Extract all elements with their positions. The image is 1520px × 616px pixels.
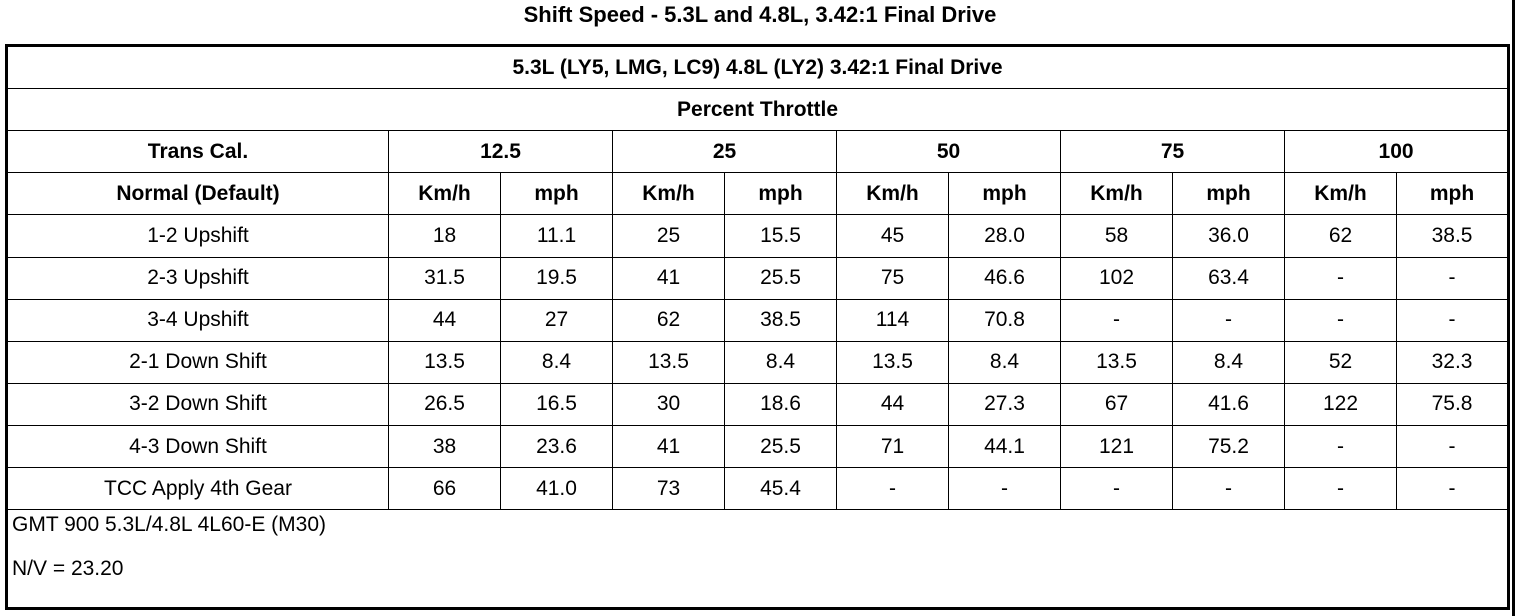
table-cell: 8.4 [501, 341, 613, 383]
table-cell: 121 [1061, 426, 1173, 468]
table-cell: 38.5 [1397, 215, 1509, 257]
table-cell: 63.4 [1173, 257, 1285, 299]
table-cell: 44 [837, 383, 949, 425]
table-cell: 75 [837, 257, 949, 299]
table-cell: - [1285, 426, 1397, 468]
table-cell: 44.1 [949, 426, 1061, 468]
note-nv-ratio: N/V = 23.20 [12, 557, 124, 581]
trans-cal-header: Trans Cal. [7, 131, 389, 173]
throttle-column-header: 75 [1061, 131, 1285, 173]
table-cell: 27.3 [949, 383, 1061, 425]
table-cell: - [1397, 468, 1509, 510]
table-cell: 73 [613, 468, 725, 510]
table-cell: - [1061, 468, 1173, 510]
table-cell: 75.8 [1397, 383, 1509, 425]
table-cell: 25.5 [725, 257, 837, 299]
table-cell: 26.5 [389, 383, 501, 425]
table-cell: 41 [613, 257, 725, 299]
table-cell: 38.5 [725, 299, 837, 341]
row-label: TCC Apply 4th Gear [7, 468, 389, 510]
table-cell: 28.0 [949, 215, 1061, 257]
table-cell: 46.6 [949, 257, 1061, 299]
table-row [7, 383, 1509, 425]
table-cell: 15.5 [725, 215, 837, 257]
throttle-column-header: 50 [837, 131, 1061, 173]
table-cell: 18.6 [725, 383, 837, 425]
table-row [7, 468, 1509, 510]
table-cell: 44 [389, 299, 501, 341]
table-cell: 75.2 [1173, 426, 1285, 468]
table-row [7, 299, 1509, 341]
row-label: 4-3 Down Shift [7, 426, 389, 468]
table-cell: 8.4 [1173, 341, 1285, 383]
unit-header-kmh: Km/h [613, 173, 725, 215]
unit-header-kmh: Km/h [1061, 173, 1173, 215]
table-cell: 27 [501, 299, 613, 341]
table-cell: - [1061, 299, 1173, 341]
table-cell: 38 [389, 426, 501, 468]
table-cell: 41.6 [1173, 383, 1285, 425]
table-cell: 122 [1285, 383, 1397, 425]
unit-header-kmh: Km/h [389, 173, 501, 215]
table-cell: 25 [613, 215, 725, 257]
table-row [7, 215, 1509, 257]
table-cell: - [1397, 257, 1509, 299]
unit-header-kmh: Km/h [837, 173, 949, 215]
table-row [7, 426, 1509, 468]
right-border-line [1512, 0, 1515, 616]
table-cell: - [1285, 468, 1397, 510]
table-row [7, 341, 1509, 383]
table-cell: 30 [613, 383, 725, 425]
table-cell: 41 [613, 426, 725, 468]
table-cell: 45 [837, 215, 949, 257]
table-cell: 11.1 [501, 215, 613, 257]
row-label: 2-3 Upshift [7, 257, 389, 299]
table-cell: - [1285, 257, 1397, 299]
table-cell: 13.5 [837, 341, 949, 383]
unit-header-mph: mph [725, 173, 837, 215]
table-cell: - [949, 468, 1061, 510]
table-cell: 31.5 [389, 257, 501, 299]
table-cell: 8.4 [949, 341, 1061, 383]
row-label: 3-4 Upshift [7, 299, 389, 341]
table-banner: 5.3L (LY5, LMG, LC9) 4.8L (LY2) 3.42:1 Final Drive [7, 46, 1509, 89]
note-model: GMT 900 5.3L/4.8L 4L60-E (M30) [12, 513, 327, 537]
table-footnote [7, 510, 1509, 609]
page-title: Shift Speed - 5.3L and 4.8L, 3.42:1 Final Drive [523, 2, 997, 27]
table-cell: - [837, 468, 949, 510]
table-cell: 67 [1061, 383, 1173, 425]
table-cell: 32.3 [1397, 341, 1509, 383]
table-cell: 58 [1061, 215, 1173, 257]
table-cell: 66 [389, 468, 501, 510]
shift-speed-table [5, 44, 1510, 610]
table-cell: 114 [837, 299, 949, 341]
table-cell: 70.8 [949, 299, 1061, 341]
table-cell: - [1397, 299, 1509, 341]
throttle-column-header: 25 [613, 131, 837, 173]
table-cell: - [1397, 426, 1509, 468]
table-cell: 102 [1061, 257, 1173, 299]
table-row [7, 257, 1509, 299]
table-cell: 45.4 [725, 468, 837, 510]
unit-header-mph: mph [1397, 173, 1509, 215]
table-cell: 13.5 [389, 341, 501, 383]
table-cell: 41.0 [501, 468, 613, 510]
row-label: 3-2 Down Shift [7, 383, 389, 425]
table-cell: 18 [389, 215, 501, 257]
table-cell: - [1173, 299, 1285, 341]
percent-throttle-header: Percent Throttle [7, 89, 1509, 131]
table-cell: - [1173, 468, 1285, 510]
row-label: 2-1 Down Shift [7, 341, 389, 383]
table-cell: 62 [1285, 215, 1397, 257]
unit-header-kmh: Km/h [1285, 173, 1397, 215]
row-label: 1-2 Upshift [7, 215, 389, 257]
unit-header-mph: mph [949, 173, 1061, 215]
table-cell: 52 [1285, 341, 1397, 383]
table-cell: 13.5 [613, 341, 725, 383]
table-cell: 62 [613, 299, 725, 341]
table-cell: 25.5 [725, 426, 837, 468]
table-cell: - [1285, 299, 1397, 341]
table-cell: 16.5 [501, 383, 613, 425]
table-cell: 19.5 [501, 257, 613, 299]
throttle-column-header: 12.5 [389, 131, 613, 173]
mode-header: Normal (Default) [7, 173, 389, 215]
throttle-column-header: 100 [1285, 131, 1509, 173]
table-cell: 36.0 [1173, 215, 1285, 257]
unit-header-mph: mph [1173, 173, 1285, 215]
table-cell: 71 [837, 426, 949, 468]
table-cell: 8.4 [725, 341, 837, 383]
unit-header-mph: mph [501, 173, 613, 215]
table-cell: 23.6 [501, 426, 613, 468]
table-cell: 13.5 [1061, 341, 1173, 383]
